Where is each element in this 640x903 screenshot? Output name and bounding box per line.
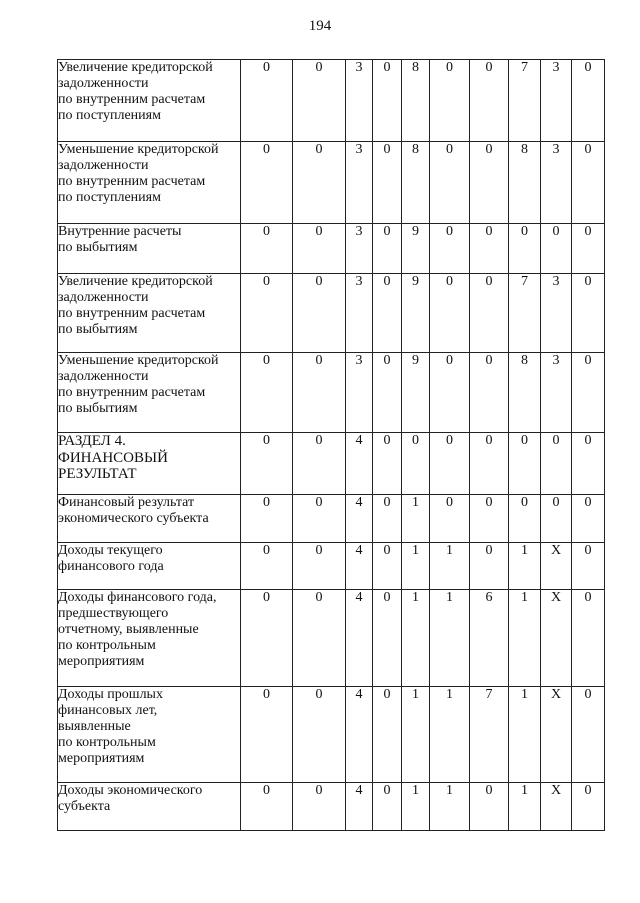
code-digit-cell: 1 bbox=[509, 590, 541, 687]
code-digit-cell: 0 bbox=[470, 274, 509, 353]
row-label-cell bbox=[58, 783, 241, 831]
code-digit-cell: 0 bbox=[470, 543, 509, 590]
row-label: Доходы прошлых финансовых лет, выявленные по контрольным мероприятиям bbox=[58, 687, 163, 766]
row-label: Доходы финансового года, предшествующего отчетному, выявленные по контрольным мероприятиям bbox=[58, 590, 217, 669]
code-digit-cell: 0 bbox=[241, 224, 293, 274]
code-digit-cell: 0 bbox=[293, 687, 346, 783]
table-row bbox=[58, 543, 605, 590]
code-digit-cell: 1 bbox=[509, 687, 541, 783]
code-digit-cell: X bbox=[541, 590, 572, 687]
code-digit-cell: 0 bbox=[241, 590, 293, 687]
code-digit-cell: X bbox=[541, 543, 572, 590]
code-digit-cell: 0 bbox=[402, 433, 430, 495]
row-label: РАЗДЕЛ 4. ФИНАНСОВЫЙ РЕЗУЛЬТАТ bbox=[58, 433, 168, 482]
table-row bbox=[58, 224, 605, 274]
code-digit-cell: 0 bbox=[430, 353, 470, 433]
row-label-cell bbox=[58, 60, 241, 142]
code-digit-cell: 0 bbox=[430, 433, 470, 495]
code-digit-cell: 0 bbox=[373, 543, 402, 590]
code-digit-cell: 3 bbox=[541, 274, 572, 353]
code-digit-cell: 0 bbox=[293, 495, 346, 543]
code-digit-cell: 4 bbox=[346, 495, 373, 543]
code-digit-cell: 0 bbox=[373, 224, 402, 274]
code-digit-cell: 1 bbox=[509, 783, 541, 831]
code-digit-cell: 0 bbox=[241, 783, 293, 831]
code-digit-cell: 0 bbox=[509, 433, 541, 495]
code-digit-cell: 0 bbox=[241, 543, 293, 590]
table-row bbox=[58, 687, 605, 783]
code-digit-cell: 0 bbox=[430, 224, 470, 274]
code-digit-cell: 3 bbox=[346, 60, 373, 142]
code-digit-cell: 0 bbox=[572, 687, 605, 783]
code-digit-cell: 3 bbox=[346, 224, 373, 274]
code-digit-cell: 1 bbox=[402, 590, 430, 687]
code-digit-cell: 1 bbox=[430, 590, 470, 687]
account-code-table bbox=[57, 59, 605, 831]
row-label: Доходы экономического субъекта bbox=[58, 783, 203, 814]
code-digit-cell: 0 bbox=[241, 687, 293, 783]
code-digit-cell: 0 bbox=[293, 224, 346, 274]
code-digit-cell: 0 bbox=[470, 142, 509, 224]
code-digit-cell: 0 bbox=[373, 433, 402, 495]
row-label-cell bbox=[58, 495, 241, 543]
code-digit-cell: 7 bbox=[470, 687, 509, 783]
page-number: 194 bbox=[308, 18, 332, 34]
row-label-cell bbox=[58, 274, 241, 353]
code-digit-cell: 3 bbox=[541, 142, 572, 224]
code-digit-cell: 0 bbox=[572, 353, 605, 433]
code-digit-cell: 1 bbox=[402, 495, 430, 543]
table-row bbox=[58, 783, 605, 831]
code-digit-cell: 0 bbox=[541, 224, 572, 274]
row-label: Увеличение кредиторской задолженности по внутренним расчетам по выбытиям bbox=[58, 274, 213, 337]
code-digit-cell: 0 bbox=[572, 142, 605, 224]
code-digit-cell: 0 bbox=[241, 353, 293, 433]
code-digit-cell: 1 bbox=[430, 687, 470, 783]
code-digit-cell: 4 bbox=[346, 433, 373, 495]
code-digit-cell: 3 bbox=[541, 353, 572, 433]
row-label-cell bbox=[58, 687, 241, 783]
row-label-cell bbox=[58, 433, 241, 495]
code-digit-cell: 8 bbox=[402, 142, 430, 224]
code-digit-cell: 0 bbox=[470, 783, 509, 831]
code-digit-cell: 0 bbox=[572, 543, 605, 590]
code-digit-cell: 3 bbox=[346, 353, 373, 433]
row-label: Уменьшение кредиторской задолженности по внутренним расчетам по выбытиям bbox=[58, 353, 219, 416]
code-digit-cell: 0 bbox=[373, 687, 402, 783]
code-digit-cell: 0 bbox=[373, 590, 402, 687]
code-digit-cell: 9 bbox=[402, 353, 430, 433]
row-label-cell bbox=[58, 353, 241, 433]
code-digit-cell: 0 bbox=[572, 433, 605, 495]
code-digit-cell: 0 bbox=[241, 433, 293, 495]
row-label-cell bbox=[58, 224, 241, 274]
code-digit-cell: 0 bbox=[293, 142, 346, 224]
code-digit-cell: 0 bbox=[373, 142, 402, 224]
code-digit-cell: 0 bbox=[430, 60, 470, 142]
code-digit-cell: 3 bbox=[346, 142, 373, 224]
code-digit-cell: 0 bbox=[430, 142, 470, 224]
row-label: Доходы текущего финансового года bbox=[58, 543, 164, 574]
code-digit-cell: 1 bbox=[402, 687, 430, 783]
code-digit-cell: 0 bbox=[241, 142, 293, 224]
code-digit-cell: 8 bbox=[509, 142, 541, 224]
code-digit-cell: 3 bbox=[541, 60, 572, 142]
code-digit-cell: 0 bbox=[293, 60, 346, 142]
code-digit-cell: X bbox=[541, 783, 572, 831]
table-row bbox=[58, 60, 605, 142]
row-label: Увеличение кредиторской задолженности по внутренним расчетам по поступлениям bbox=[58, 60, 213, 123]
table-row bbox=[58, 495, 605, 543]
code-digit-cell: 0 bbox=[572, 224, 605, 274]
code-digit-cell: 0 bbox=[572, 60, 605, 142]
table-row bbox=[58, 274, 605, 353]
code-digit-cell: X bbox=[541, 687, 572, 783]
code-digit-cell: 0 bbox=[470, 495, 509, 543]
code-digit-cell: 9 bbox=[402, 274, 430, 353]
code-digit-cell: 0 bbox=[572, 495, 605, 543]
code-digit-cell: 0 bbox=[541, 433, 572, 495]
code-digit-cell: 1 bbox=[430, 783, 470, 831]
code-digit-cell: 8 bbox=[509, 353, 541, 433]
code-digit-cell: 0 bbox=[241, 60, 293, 142]
code-digit-cell: 0 bbox=[373, 783, 402, 831]
code-digit-cell: 0 bbox=[293, 274, 346, 353]
code-digit-cell: 7 bbox=[509, 274, 541, 353]
code-digit-cell: 6 bbox=[470, 590, 509, 687]
code-digit-cell: 1 bbox=[509, 543, 541, 590]
code-digit-cell: 0 bbox=[541, 495, 572, 543]
code-digit-cell: 1 bbox=[430, 543, 470, 590]
code-digit-cell: 1 bbox=[402, 783, 430, 831]
code-digit-cell: 0 bbox=[470, 433, 509, 495]
code-digit-cell: 3 bbox=[346, 274, 373, 353]
code-digit-cell: 0 bbox=[293, 353, 346, 433]
code-digit-cell: 8 bbox=[402, 60, 430, 142]
code-digit-cell: 0 bbox=[373, 60, 402, 142]
code-digit-cell: 4 bbox=[346, 687, 373, 783]
table-row bbox=[58, 142, 605, 224]
code-digit-cell: 9 bbox=[402, 224, 430, 274]
code-digit-cell: 0 bbox=[293, 543, 346, 590]
code-digit-cell: 0 bbox=[293, 783, 346, 831]
table-row bbox=[58, 590, 605, 687]
code-digit-cell: 0 bbox=[470, 224, 509, 274]
code-digit-cell: 0 bbox=[509, 495, 541, 543]
code-digit-cell: 0 bbox=[572, 783, 605, 831]
code-digit-cell: 0 bbox=[470, 353, 509, 433]
code-digit-cell: 1 bbox=[402, 543, 430, 590]
row-label-cell bbox=[58, 142, 241, 224]
table-row bbox=[58, 353, 605, 433]
row-label-cell bbox=[58, 590, 241, 687]
code-digit-cell: 7 bbox=[509, 60, 541, 142]
code-digit-cell: 0 bbox=[430, 495, 470, 543]
table-row bbox=[58, 433, 605, 495]
code-digit-cell: 0 bbox=[241, 274, 293, 353]
code-digit-cell: 0 bbox=[373, 353, 402, 433]
code-digit-cell: 4 bbox=[346, 590, 373, 687]
code-digit-cell: 0 bbox=[373, 495, 402, 543]
code-digit-cell: 0 bbox=[509, 224, 541, 274]
code-digit-cell: 4 bbox=[346, 783, 373, 831]
code-digit-cell: 0 bbox=[430, 274, 470, 353]
row-label: Внутренние расчеты по выбытиям bbox=[58, 224, 182, 255]
row-label: Уменьшение кредиторской задолженности по внутренним расчетам по поступлениям bbox=[58, 142, 219, 205]
code-digit-cell: 0 bbox=[373, 274, 402, 353]
row-label-cell bbox=[58, 543, 241, 590]
code-digit-cell: 0 bbox=[572, 590, 605, 687]
row-label: Финансовый результат экономического субъекта bbox=[58, 495, 209, 526]
code-digit-cell: 0 bbox=[572, 274, 605, 353]
code-digit-cell: 0 bbox=[293, 433, 346, 495]
code-digit-cell: 0 bbox=[241, 495, 293, 543]
code-digit-cell: 0 bbox=[470, 60, 509, 142]
code-digit-cell: 0 bbox=[293, 590, 346, 687]
code-digit-cell: 4 bbox=[346, 543, 373, 590]
